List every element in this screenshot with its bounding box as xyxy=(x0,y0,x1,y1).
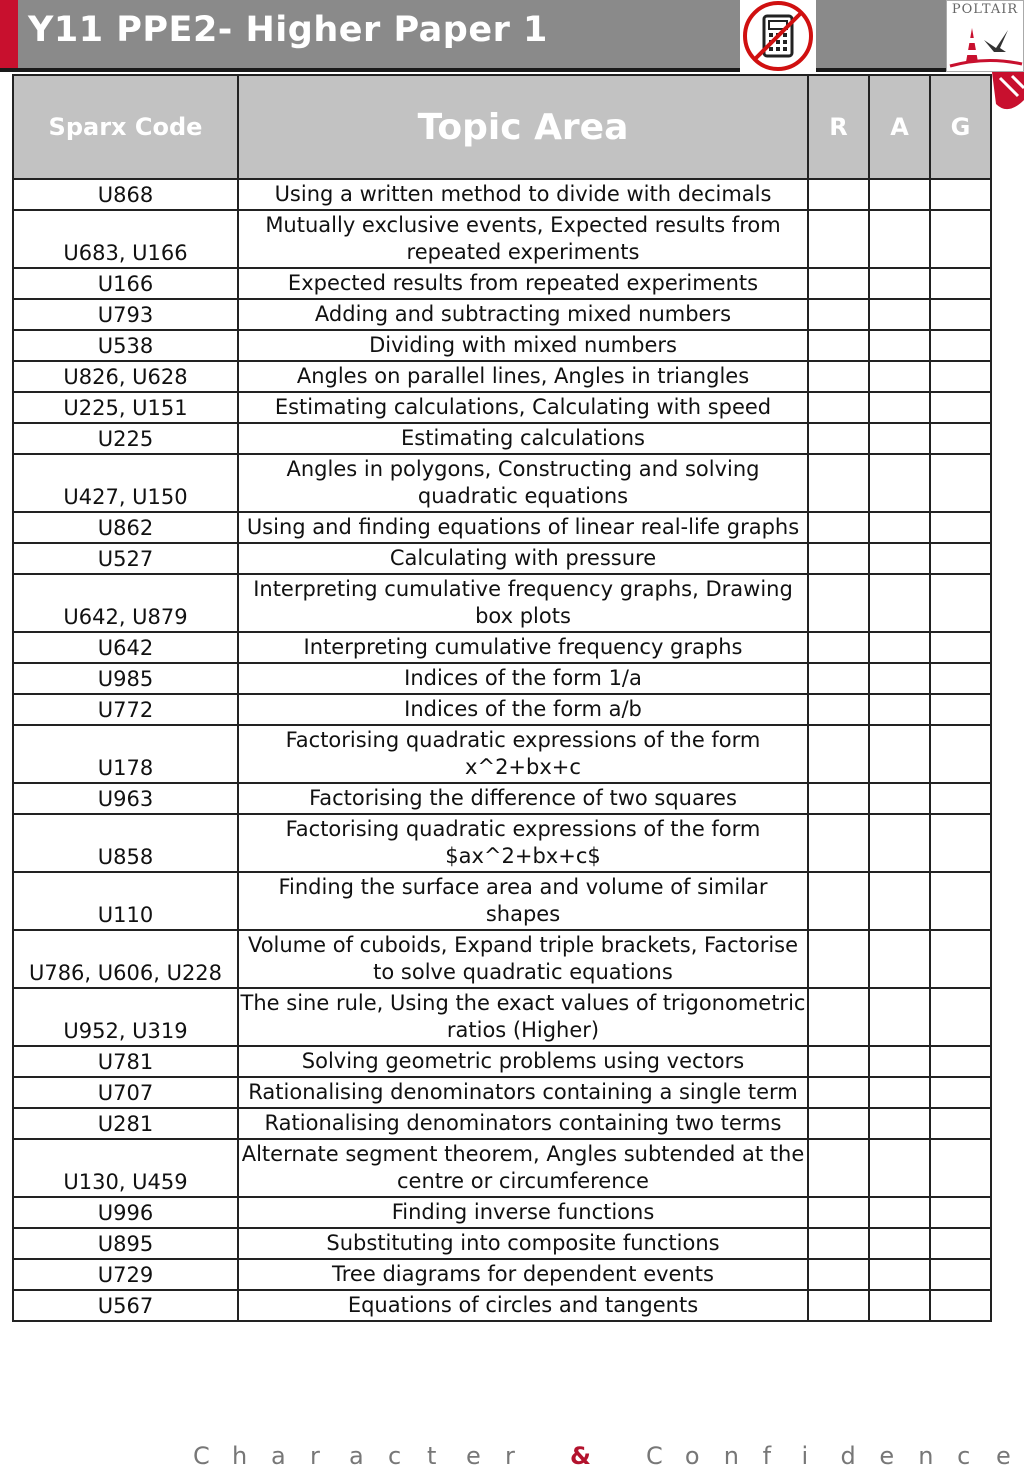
table-row xyxy=(13,725,991,783)
table-row xyxy=(13,574,991,632)
table-row xyxy=(13,361,991,392)
rag-r-cell[interactable] xyxy=(808,423,869,454)
rag-r-cell[interactable] xyxy=(808,1197,869,1228)
topic-cell: Dividing with mixed numbers xyxy=(238,330,808,361)
motto-letter: f xyxy=(762,1442,772,1470)
topic-cell: Factorising quadratic expressions of the form $ax^2+bx+c$ xyxy=(238,814,808,872)
topic-cell: Calculating with pressure xyxy=(238,543,808,574)
rag-g-cell[interactable] xyxy=(930,725,991,783)
motto-letter: e xyxy=(996,1442,1011,1470)
motto-letter: c xyxy=(388,1442,402,1470)
motto-letter: r xyxy=(505,1442,515,1470)
motto-letter: r xyxy=(310,1442,320,1470)
topic-cell: Using and finding equations of linear real-life graphs xyxy=(238,512,808,543)
rag-a-cell[interactable] xyxy=(869,512,930,543)
rag-g-cell[interactable] xyxy=(930,210,991,268)
rag-r-cell[interactable] xyxy=(808,1139,869,1197)
table-row xyxy=(13,423,991,454)
topic-cell: Interpreting cumulative frequency graphs xyxy=(238,632,808,663)
rag-g-cell[interactable] xyxy=(930,574,991,632)
rag-g-cell[interactable] xyxy=(930,1259,991,1290)
sparx-code-cell: U793 xyxy=(13,299,238,330)
table-row xyxy=(13,543,991,574)
topic-cell: Substituting into composite functions xyxy=(238,1228,808,1259)
rag-r-cell[interactable] xyxy=(808,988,869,1046)
header-a: A xyxy=(869,75,930,179)
rag-g-cell[interactable] xyxy=(930,783,991,814)
motto-letter: e xyxy=(879,1442,895,1470)
topic-cell: Finding the surface area and volume of similar shapes xyxy=(238,872,808,930)
topic-cell: Rationalising denominators containing two terms xyxy=(238,1108,808,1139)
rag-a-cell[interactable] xyxy=(869,814,930,872)
rag-r-cell[interactable] xyxy=(808,543,869,574)
rag-r-cell[interactable] xyxy=(808,1290,869,1321)
table-row xyxy=(13,392,991,423)
sparx-code-cell: U729 xyxy=(13,1259,238,1290)
rag-r-cell[interactable] xyxy=(808,694,869,725)
rag-a-cell[interactable] xyxy=(869,1077,930,1108)
rag-g-cell[interactable] xyxy=(930,694,991,725)
rag-a-cell[interactable] xyxy=(869,268,930,299)
sparx-code-cell: U858 xyxy=(13,814,238,872)
rag-r-cell[interactable] xyxy=(808,179,869,210)
table-body xyxy=(13,179,991,1321)
topic-cell: Tree diagrams for dependent events xyxy=(238,1259,808,1290)
sparx-code-cell: U895 xyxy=(13,1228,238,1259)
sparx-code-cell: U642, U879 xyxy=(13,574,238,632)
rag-g-cell[interactable] xyxy=(930,392,991,423)
motto-letter: a xyxy=(271,1442,286,1470)
rag-g-cell[interactable] xyxy=(930,512,991,543)
sparx-code-cell: U963 xyxy=(13,783,238,814)
sparx-code-cell: U826, U628 xyxy=(13,361,238,392)
motto-letter: h xyxy=(232,1442,248,1470)
motto-letter: c xyxy=(957,1442,971,1470)
rag-g-cell[interactable] xyxy=(930,1228,991,1259)
rag-r-cell[interactable] xyxy=(808,725,869,783)
topic-cell: Indices of the form a/b xyxy=(238,694,808,725)
rag-r-cell[interactable] xyxy=(808,361,869,392)
rag-r-cell[interactable] xyxy=(808,299,869,330)
rag-a-cell[interactable] xyxy=(869,210,930,268)
rag-g-cell[interactable] xyxy=(930,814,991,872)
rag-r-cell[interactable] xyxy=(808,663,869,694)
topic-cell: Estimating calculations xyxy=(238,423,808,454)
sparx-code-cell: U862 xyxy=(13,512,238,543)
footer-motto xyxy=(0,1442,1024,1478)
motto-ampersand: & xyxy=(570,1442,591,1470)
rag-r-cell[interactable] xyxy=(808,632,869,663)
rag-g-cell[interactable] xyxy=(930,930,991,988)
topic-cell: Equations of circles and tangents xyxy=(238,1290,808,1321)
rag-a-cell[interactable] xyxy=(869,574,930,632)
rag-a-cell[interactable] xyxy=(869,423,930,454)
rag-r-cell[interactable] xyxy=(808,1108,869,1139)
topic-cell: Mutually exclusive events, Expected results from repeated experiments xyxy=(238,210,808,268)
rag-a-cell[interactable] xyxy=(869,179,930,210)
rag-r-cell[interactable] xyxy=(808,268,869,299)
sparx-code-cell: U996 xyxy=(13,1197,238,1228)
table-row xyxy=(13,1259,991,1290)
sparx-code-cell: U781 xyxy=(13,1046,238,1077)
rag-a-cell[interactable] xyxy=(869,632,930,663)
rag-a-cell[interactable] xyxy=(869,872,930,930)
sparx-code-cell: U281 xyxy=(13,1108,238,1139)
topic-cell: Expected results from repeated experiments xyxy=(238,268,808,299)
rag-g-cell[interactable] xyxy=(930,268,991,299)
sparx-code-cell: U772 xyxy=(13,694,238,725)
rag-g-cell[interactable] xyxy=(930,988,991,1046)
topic-cell: Factorising quadratic expressions of the form x^2+bx+c xyxy=(238,725,808,783)
sparx-code-cell: U707 xyxy=(13,1077,238,1108)
table-row xyxy=(13,1197,991,1228)
table-row xyxy=(13,872,991,930)
header-sparx-code: Sparx Code xyxy=(13,75,238,179)
topic-cell: Indices of the form 1/a xyxy=(238,663,808,694)
sparx-code-cell: U166 xyxy=(13,268,238,299)
sparx-code-cell: U527 xyxy=(13,543,238,574)
motto-letter: C xyxy=(193,1442,210,1470)
table-row xyxy=(13,1108,991,1139)
sparx-code-cell: U642 xyxy=(13,632,238,663)
motto-letter: e xyxy=(466,1442,481,1470)
motto-letter: i xyxy=(801,1442,809,1470)
sparx-code-cell: U427, U150 xyxy=(13,454,238,512)
topic-cell: The sine rule, Using the exact values of trigonometric ratios (Higher) xyxy=(238,988,808,1046)
table-row xyxy=(13,694,991,725)
motto-letter: n xyxy=(918,1442,934,1470)
header-g: G xyxy=(930,75,991,179)
sparx-code-cell: U178 xyxy=(13,725,238,783)
sparx-code-cell: U538 xyxy=(13,330,238,361)
rag-r-cell[interactable] xyxy=(808,392,869,423)
rag-a-cell[interactable] xyxy=(869,1228,930,1259)
topic-cell: Angles on parallel lines, Angles in triangles xyxy=(238,361,808,392)
sparx-code-cell: U567 xyxy=(13,1290,238,1321)
rag-r-cell[interactable] xyxy=(808,1259,869,1290)
motto-letter: d xyxy=(840,1442,856,1470)
table-row xyxy=(13,632,991,663)
rag-r-cell[interactable] xyxy=(808,1228,869,1259)
table-row xyxy=(13,1139,991,1197)
topic-cell: Finding inverse functions xyxy=(238,1197,808,1228)
table-row xyxy=(13,988,991,1046)
rag-g-cell[interactable] xyxy=(930,872,991,930)
rag-a-cell[interactable] xyxy=(869,299,930,330)
rag-g-cell[interactable] xyxy=(930,179,991,210)
table-row xyxy=(13,663,991,694)
sparx-code-cell: U130, U459 xyxy=(13,1139,238,1197)
rag-r-cell[interactable] xyxy=(808,210,869,268)
sparx-code-cell: U786, U606, U228 xyxy=(13,930,238,988)
topics-table xyxy=(12,74,992,1322)
rag-a-cell[interactable] xyxy=(869,454,930,512)
rag-a-cell[interactable] xyxy=(869,361,930,392)
rag-a-cell[interactable] xyxy=(869,392,930,423)
topic-cell: Adding and subtracting mixed numbers xyxy=(238,299,808,330)
topic-cell: Estimating calculations, Calculating with speed xyxy=(238,392,808,423)
topic-cell: Solving geometric problems using vectors xyxy=(238,1046,808,1077)
sparx-code-cell: U110 xyxy=(13,872,238,930)
rag-r-cell[interactable] xyxy=(808,930,869,988)
logo-name: POLTAIR xyxy=(951,2,1019,17)
rag-g-cell[interactable] xyxy=(930,1046,991,1077)
table-row xyxy=(13,299,991,330)
rag-r-cell[interactable] xyxy=(808,574,869,632)
table-row xyxy=(13,1228,991,1259)
rag-g-cell[interactable] xyxy=(930,1108,991,1139)
rag-a-cell[interactable] xyxy=(869,930,930,988)
rag-g-cell[interactable] xyxy=(930,1077,991,1108)
table-row xyxy=(13,783,991,814)
topic-cell: Factorising the difference of two squares xyxy=(238,783,808,814)
header-rule xyxy=(0,68,1024,72)
accent-bar xyxy=(0,0,18,72)
table-row xyxy=(13,930,991,988)
table-row xyxy=(13,268,991,299)
header-topic-area: Topic Area xyxy=(238,75,808,179)
rag-g-cell[interactable] xyxy=(930,299,991,330)
rag-a-cell[interactable] xyxy=(869,1139,930,1197)
rag-g-cell[interactable] xyxy=(930,454,991,512)
rag-g-cell[interactable] xyxy=(930,423,991,454)
rag-a-cell[interactable] xyxy=(869,783,930,814)
table-header-row xyxy=(13,75,991,179)
table-row xyxy=(13,1290,991,1321)
table-row xyxy=(13,1046,991,1077)
table-row xyxy=(13,454,991,512)
topic-cell: Angles in polygons, Constructing and solving quadratic equations xyxy=(238,454,808,512)
rag-r-cell[interactable] xyxy=(808,1046,869,1077)
rag-g-cell[interactable] xyxy=(930,663,991,694)
page-title: Y11 PPE2- Higher Paper 1 xyxy=(28,10,548,50)
no-calculator-icon xyxy=(740,0,816,72)
rag-a-cell[interactable] xyxy=(869,725,930,783)
sparx-code-cell: U952, U319 xyxy=(13,988,238,1046)
topic-cell: Volume of cuboids, Expand triple brackets, Factorise to solve quadratic equations xyxy=(238,930,808,988)
rag-r-cell[interactable] xyxy=(808,814,869,872)
rag-g-cell[interactable] xyxy=(930,330,991,361)
rag-r-cell[interactable] xyxy=(808,454,869,512)
sparx-code-cell: U225, U151 xyxy=(13,392,238,423)
sparx-code-cell: U683, U166 xyxy=(13,210,238,268)
rag-g-cell[interactable] xyxy=(930,361,991,392)
rag-a-cell[interactable] xyxy=(869,543,930,574)
rag-a-cell[interactable] xyxy=(869,330,930,361)
motto-letter: t xyxy=(427,1442,437,1470)
rag-g-cell[interactable] xyxy=(930,1290,991,1321)
table-row xyxy=(13,814,991,872)
rag-a-cell[interactable] xyxy=(869,1259,930,1290)
rag-a-cell[interactable] xyxy=(869,1046,930,1077)
header-r: R xyxy=(808,75,869,179)
page-header xyxy=(0,0,1024,72)
table-row xyxy=(13,1077,991,1108)
motto-letter: o xyxy=(684,1442,700,1470)
table-row xyxy=(13,330,991,361)
rag-a-cell[interactable] xyxy=(869,1290,930,1321)
rag-r-cell[interactable] xyxy=(808,872,869,930)
motto-letter: a xyxy=(349,1442,364,1470)
rag-r-cell[interactable] xyxy=(808,330,869,361)
rag-g-cell[interactable] xyxy=(930,543,991,574)
topic-cell: Using a written method to divide with decimals xyxy=(238,179,808,210)
motto-letter: C xyxy=(646,1442,663,1470)
sparx-code-cell: U868 xyxy=(13,179,238,210)
rag-g-cell[interactable] xyxy=(930,1197,991,1228)
rag-a-cell[interactable] xyxy=(869,1108,930,1139)
topic-cell: Alternate segment theorem, Angles subtended at the centre or circumference xyxy=(238,1139,808,1197)
table-row xyxy=(13,179,991,210)
rag-a-cell[interactable] xyxy=(869,694,930,725)
rag-g-cell[interactable] xyxy=(930,1139,991,1197)
topic-cell: Interpreting cumulative frequency graphs, Drawing box plots xyxy=(238,574,808,632)
rag-r-cell[interactable] xyxy=(808,783,869,814)
table-row xyxy=(13,512,991,543)
rag-a-cell[interactable] xyxy=(869,663,930,694)
table-row xyxy=(13,210,991,268)
rag-g-cell[interactable] xyxy=(930,632,991,663)
rag-a-cell[interactable] xyxy=(869,988,930,1046)
rag-r-cell[interactable] xyxy=(808,1077,869,1108)
rag-a-cell[interactable] xyxy=(869,1197,930,1228)
topic-cell: Rationalising denominators containing a single term xyxy=(238,1077,808,1108)
rag-r-cell[interactable] xyxy=(808,512,869,543)
sparx-code-cell: U985 xyxy=(13,663,238,694)
sparx-code-cell: U225 xyxy=(13,423,238,454)
motto-letter: n xyxy=(723,1442,739,1470)
